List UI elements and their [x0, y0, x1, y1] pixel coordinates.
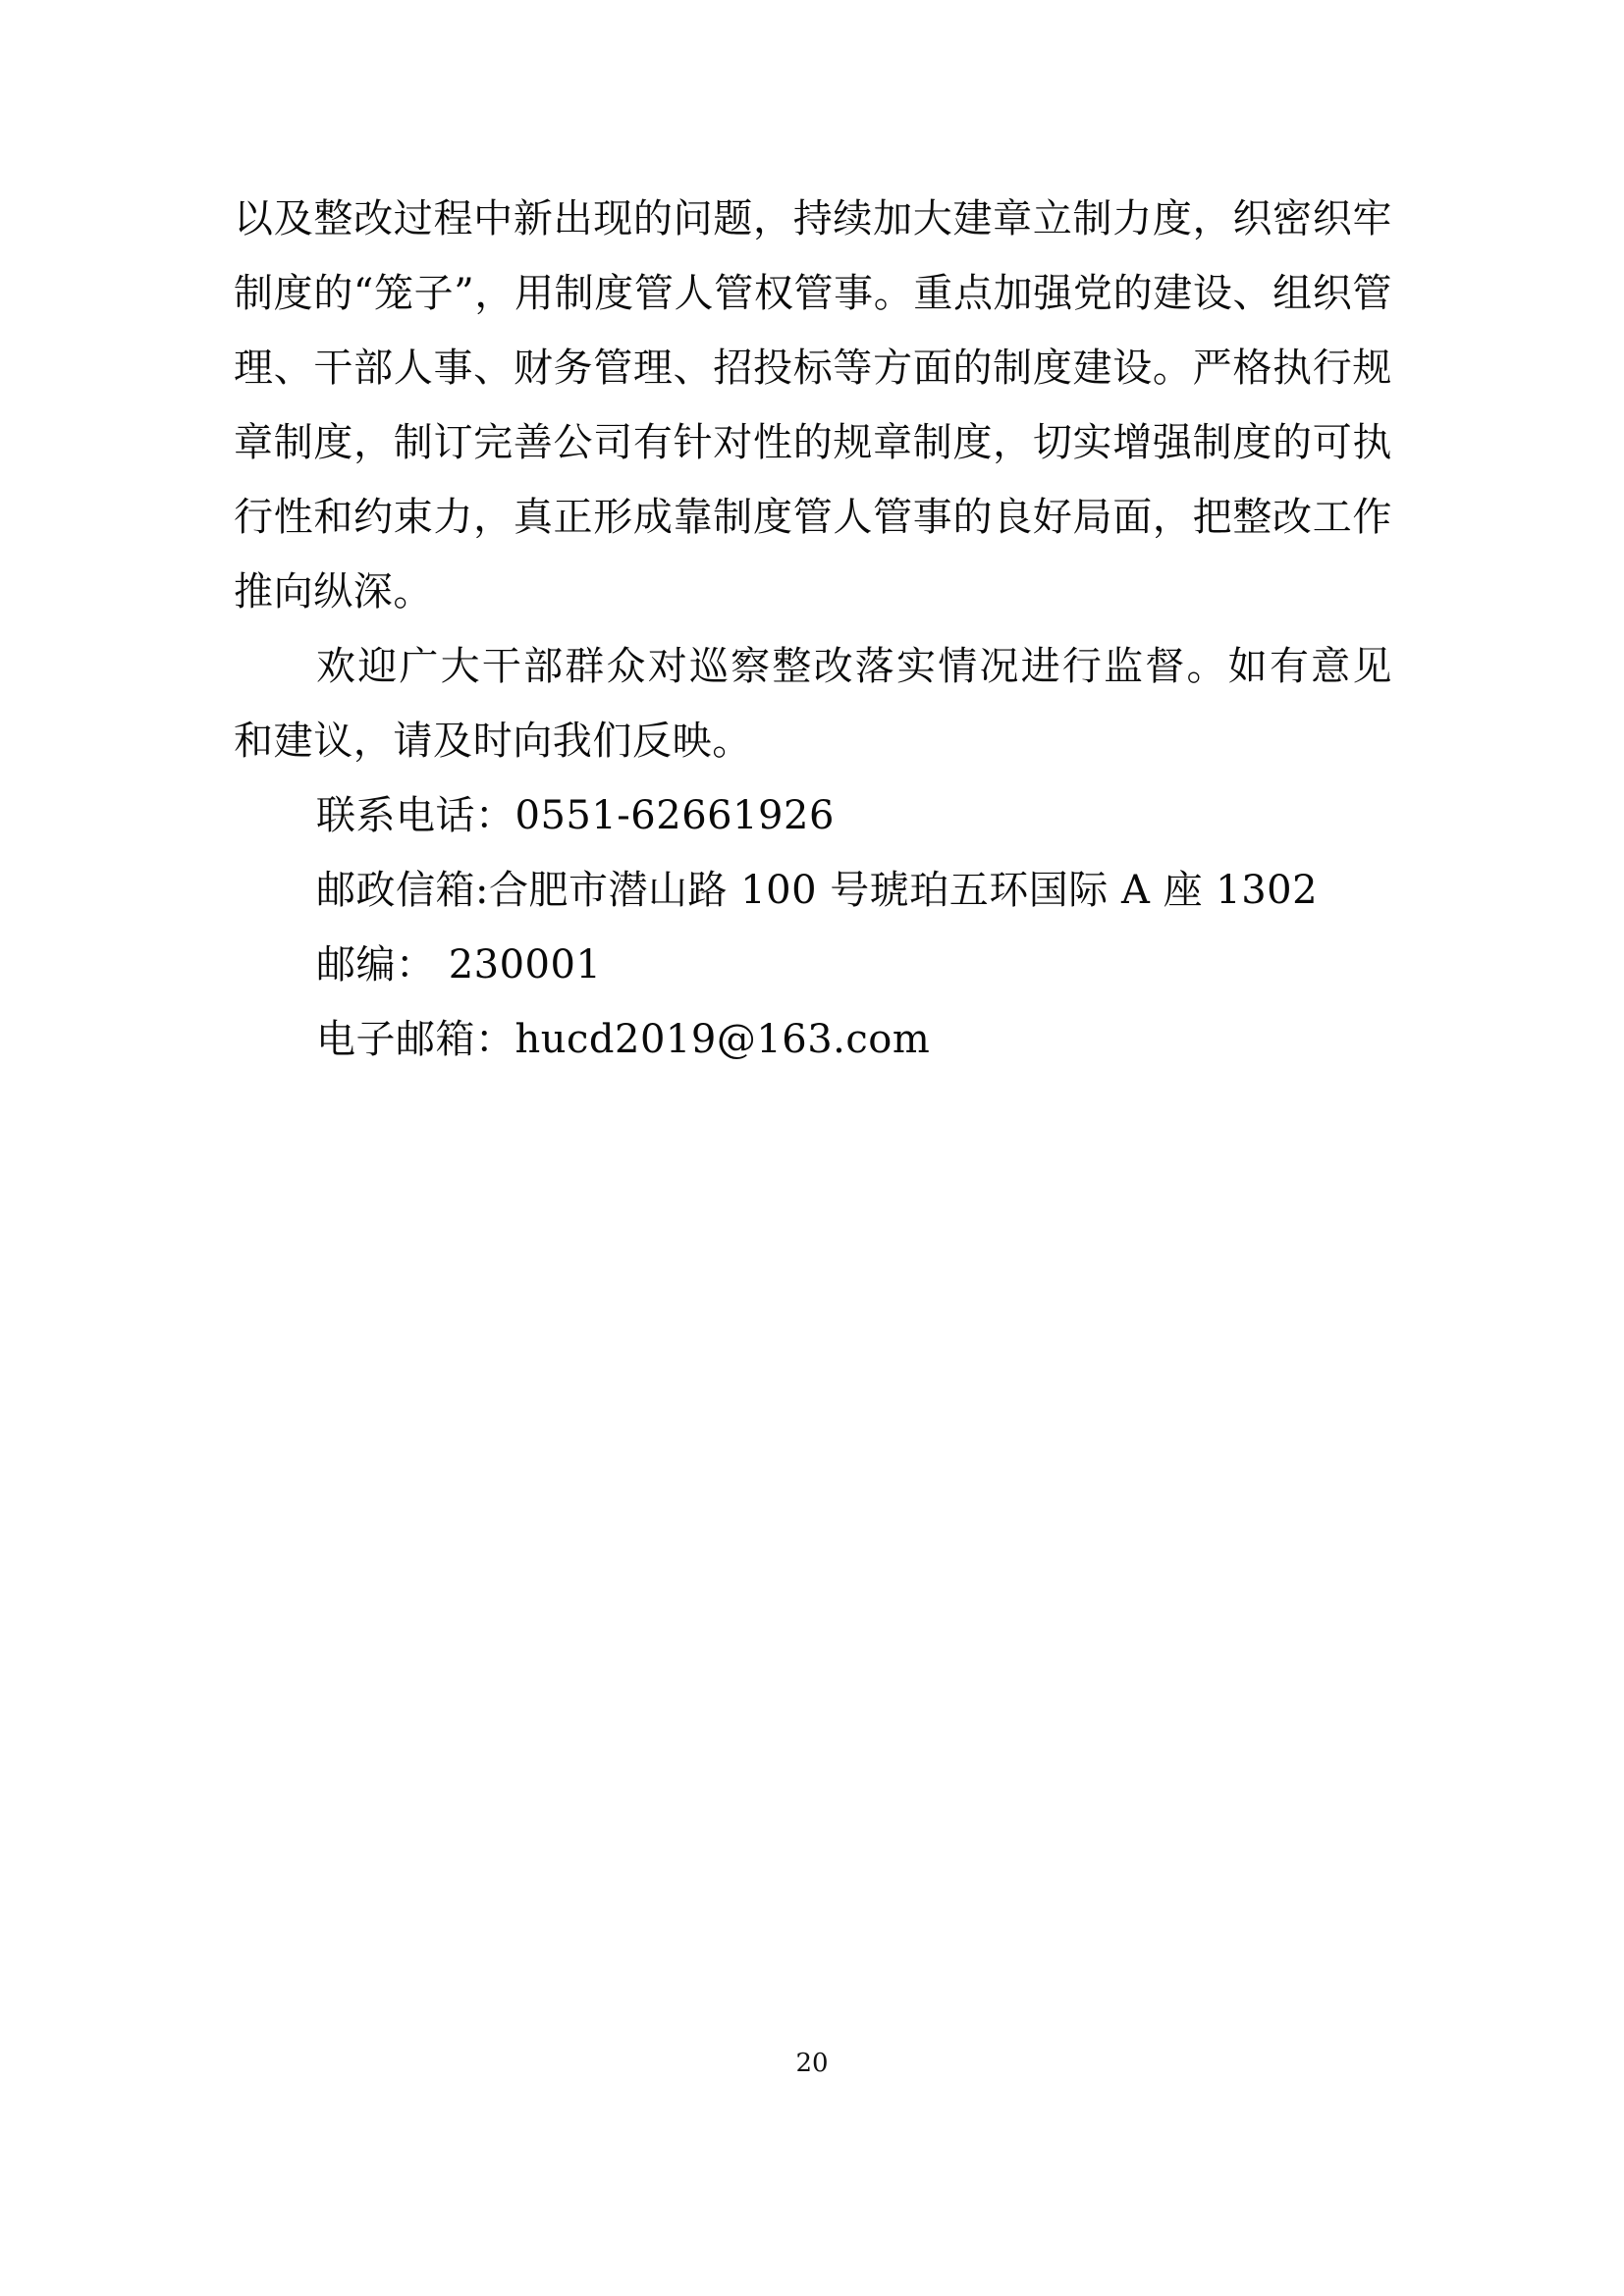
body-paragraph-2: 欢迎广大干部群众对巡察整改落实情况进行监督。如有意见和建议，请及时向我们反映。 — [234, 644, 1392, 764]
contact-info-block — [234, 778, 1392, 1077]
contact-postcode-line: 邮编： 230001 — [316, 942, 602, 988]
page-content — [234, 182, 1392, 1077]
body-paragraph-1: 以及整改过程中新出现的问题，持续加大建章立制力度，织密织牢制度的“笼子”，用制度管人管权管事。重点加强党的建设、组织管理、干部人事、财务管理、招投标等方面的制度建设。严格执行规章制度，制订完善公司有针对性的规章制度，切实增强制度的可执行性和约束力，真正形成靠制度管人管事的良好局面，把整改工作推向纵深。 — [234, 196, 1392, 614]
contact-phone-line: 联系电话：0551-62661926 — [316, 793, 835, 838]
contact-mail-line: 邮政信箱:合肥市潜山路 100 号琥珀五环国际 A 座 1302 — [316, 868, 1319, 913]
page-number: 20 — [795, 2049, 829, 2078]
contact-email-line: 电子邮箱：hucd2019@163.com — [316, 1017, 931, 1062]
